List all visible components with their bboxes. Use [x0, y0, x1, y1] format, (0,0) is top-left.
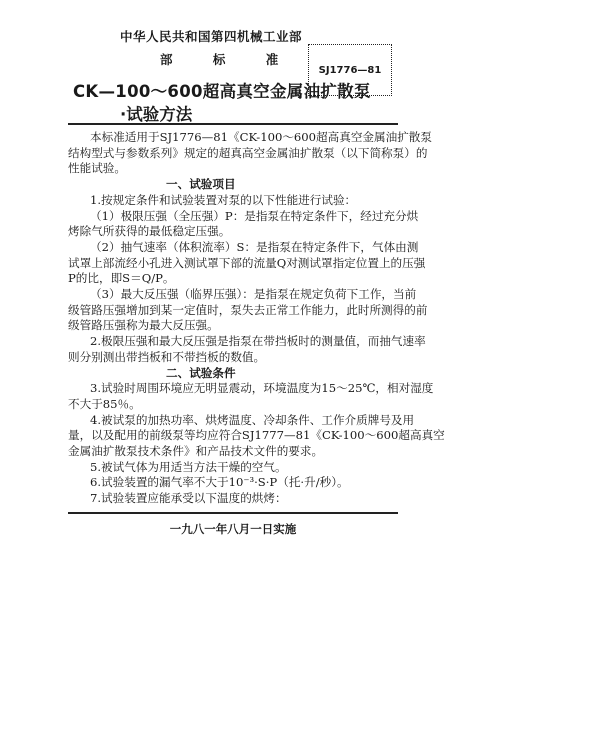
header-divider [68, 123, 398, 125]
text-line: 级管路压强增加到某一定值时，泵失去正常工作能力，此时所测得的前 [68, 302, 428, 317]
document-body [68, 130, 445, 507]
text-line: 级管路压强称为最大反压强。 [68, 318, 219, 333]
text-line: 6.试验装置的漏气率不大于10⁻³·S·P（托·升/秒）。 [90, 475, 349, 490]
text-line: 4.被试泵的加热功率、烘烤温度、冷却条件、工作介质牌号及用 [90, 412, 415, 427]
text-line: 5.被试气体为用适当方法干燥的空气。 [90, 459, 287, 474]
text-line: 7.试验装置应能承受以下温度的烘烤： [90, 491, 287, 506]
text-line: （2）抽气速率（体积流率）S：是指泵在特定条件下，气体由测 [90, 239, 419, 254]
text-line: （1）极限压强（全压强）P：是指泵在特定条件下，经过充分烘 [90, 208, 419, 223]
text-line: 则分别测出带挡板和不带挡板的数值。 [68, 349, 266, 364]
text-line: 本标准适用于SJ1776—81《CK-100～600超高真空金属油扩散泵 [90, 130, 432, 144]
footer-divider [68, 512, 398, 514]
text-line: 不大于85％。 [68, 396, 141, 411]
text-line: 2.极限压强和最大反压强是指泵在带挡板时的测量值，而抽气速率 [90, 334, 426, 349]
document-subtitle: ·试验方法 [120, 105, 193, 124]
text-line: 烤除气所获得的最低稳定压强。 [68, 224, 231, 239]
text-line: 金属油扩散泵技术条件》和产品技术文件的要求。 [68, 444, 324, 459]
text-line: 3.试验时周围环境应无明显震动，环境温度为15～25℃，相对湿度 [90, 381, 434, 396]
text-line: 1.按规定条件和试验装置对泵的以下性能进行试验： [90, 192, 357, 207]
document-title: CK—100～600超高真空金属油扩散泵 [73, 82, 371, 101]
text-line: P的比，即S＝Q/P。 [68, 271, 175, 286]
text-line: 性能试验。 [68, 161, 126, 176]
standard-type: 部 标 准 [160, 52, 291, 67]
effective-date: 一九八一年八月一日实施 [169, 522, 297, 536]
section-heading: 一、试验项目 [166, 177, 236, 192]
standard-code: SJ1776—81 [318, 64, 382, 76]
text-line: 试罩上部流经小孔进入测试罩下部的流量Q对测试罩指定位置上的压强 [68, 255, 426, 270]
text-line: （3）最大反压强（临界压强）：是指泵在规定负荷下工作，当前 [90, 287, 417, 302]
text-line: 量，以及配用的前级泵等均应符合SJ1777—81《CK-100～600超高真空 [68, 428, 445, 443]
section-heading: 二、试验条件 [166, 365, 236, 380]
issuing-ministry: 中华人民共和国第四机械工业部 [120, 29, 303, 44]
text-line: 结构型式与参数系列》规定的超真高空金属油扩散泵（以下简称泵）的 [68, 145, 428, 160]
